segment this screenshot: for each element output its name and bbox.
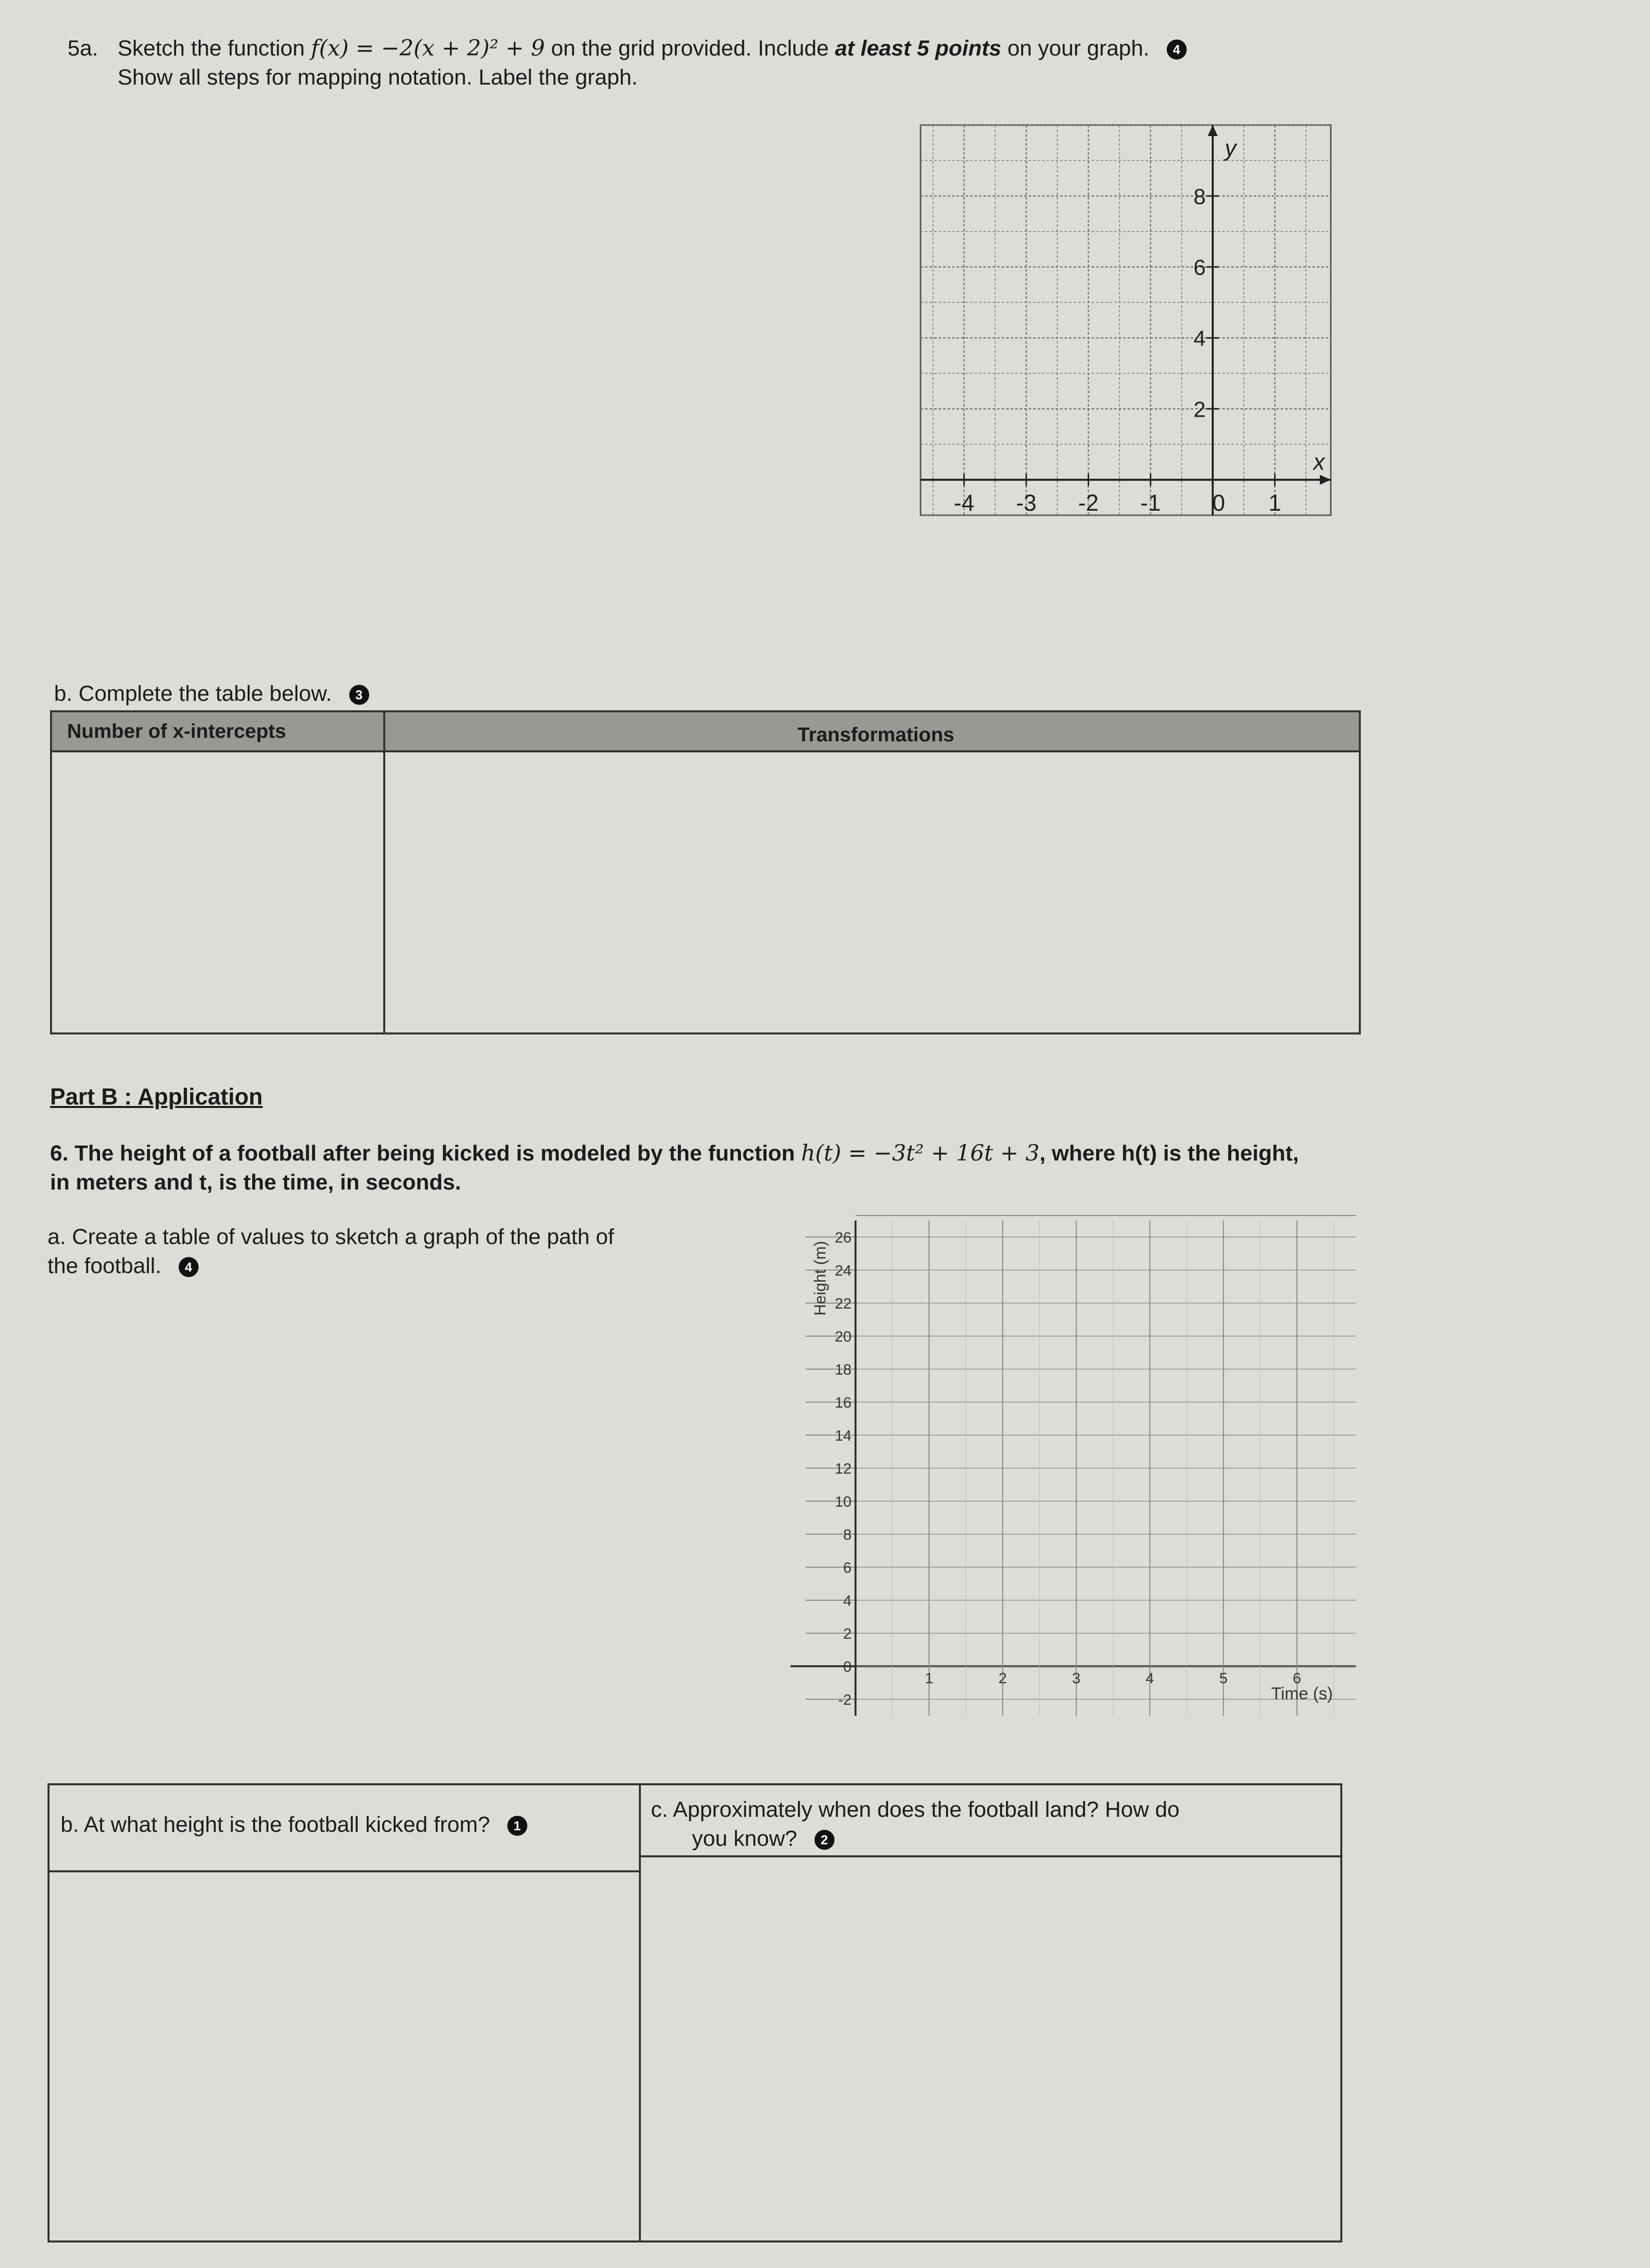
function-expression: h(t) = −3t² + 16t + 3 — [801, 1141, 1040, 1166]
y-tick-label: 6 — [1193, 255, 1206, 280]
y-tick-label: 24 — [835, 1263, 852, 1279]
x-tick-label: 4 — [1145, 1670, 1154, 1687]
y-tick-label: -2 — [838, 1692, 852, 1708]
x-tick-label: -1 — [1140, 490, 1161, 516]
x-tick-label: 1 — [1268, 490, 1281, 516]
y-tick-label: 4 — [1193, 326, 1206, 351]
y-tick-label: 18 — [835, 1362, 852, 1378]
table-divider — [383, 712, 385, 1032]
height-time-grid[interactable] — [780, 1211, 1361, 1721]
x-tick-label: 5 — [1219, 1670, 1228, 1687]
grid-border — [921, 125, 1331, 515]
question-6c — [651, 1795, 1336, 1853]
question-text: b. At what height is the football kicked from? — [61, 1812, 490, 1837]
marks-badge: 4 — [1167, 40, 1187, 60]
question-text: a. Create a table of values to sketch a graph of the path of — [48, 1225, 614, 1249]
part-b-heading: Part B : Application — [50, 1083, 263, 1109]
emphasis-text: at least 5 points — [835, 36, 1002, 61]
question-text: you know? — [692, 1826, 797, 1851]
question-5b — [54, 679, 754, 708]
question-text: on your graph. — [1007, 36, 1150, 61]
question-5a — [68, 34, 1318, 92]
answer-cell-transformations[interactable] — [386, 752, 1359, 1032]
x-axis-arrow — [1320, 475, 1331, 485]
coordinate-grid-5a[interactable] — [916, 120, 1336, 520]
question-text: Complete the table below. — [78, 681, 332, 706]
x-axis-label: Time (s) — [1271, 1684, 1333, 1703]
x-tick-label: -2 — [1078, 490, 1099, 516]
marks-badge: 2 — [814, 1830, 835, 1850]
question-text: Sketch the function — [118, 36, 305, 61]
x-tick-label: 6 — [1293, 1670, 1301, 1687]
x-tick-label: -4 — [954, 490, 975, 516]
y-axis-label: y — [1224, 135, 1236, 161]
marks-badge: 4 — [179, 1257, 199, 1277]
y-tick-label: 12 — [835, 1461, 852, 1477]
question-number: 5a. — [68, 36, 99, 61]
y-tick-label: 10 — [835, 1494, 852, 1510]
table-5b — [50, 710, 1361, 1034]
y-tick-label: 8 — [843, 1527, 852, 1543]
question-6a — [48, 1223, 798, 1281]
answer-area-6c[interactable] — [641, 1857, 1340, 2240]
x-axis-label: x — [1313, 449, 1325, 475]
y-axis-arrow — [1208, 125, 1218, 136]
question-6 — [50, 1139, 1401, 1197]
y-tick-label: 8 — [1193, 184, 1206, 209]
marks-badge: 3 — [349, 685, 369, 705]
y-axis-label: Height (m) — [811, 1241, 829, 1316]
x-tick-label: 3 — [1072, 1670, 1081, 1687]
function-expression: f(x) = −2(x + 2)² + 9 — [311, 36, 545, 61]
y-tick-label: 6 — [843, 1560, 852, 1576]
x-tick-label: 1 — [925, 1670, 934, 1687]
answer-cell-x-intercepts[interactable] — [52, 752, 382, 1032]
answer-area-6b[interactable] — [50, 1872, 638, 2240]
x-tick-label: -3 — [1016, 490, 1037, 516]
question-6b — [61, 1810, 636, 1839]
y-tick-label: 14 — [835, 1428, 852, 1444]
question-instruction: Show all steps for mapping notation. Label the graph. — [118, 65, 638, 90]
question-text: on the grid provided. Include — [551, 36, 829, 61]
y-tick-label: 26 — [835, 1230, 852, 1246]
y-tick-label: 2 — [1193, 397, 1206, 422]
answer-table-6bc — [48, 1783, 1342, 2242]
y-tick-label: 0 — [843, 1659, 852, 1675]
marks-badge: 1 — [507, 1816, 527, 1836]
question-text: c. Approximately when does the football land? How do — [651, 1797, 1180, 1822]
y-tick-label: 22 — [835, 1296, 852, 1312]
question-text: , where h(t) is the height, — [1039, 1141, 1299, 1166]
question-text: the football. — [48, 1254, 162, 1278]
y-tick-label: 16 — [835, 1395, 852, 1411]
header-x-intercepts: Number of x-intercepts — [67, 720, 286, 742]
y-tick-label: 20 — [835, 1329, 852, 1345]
question-text: in meters and t, is the time, in seconds. — [50, 1170, 461, 1195]
y-tick-label: 2 — [843, 1626, 852, 1642]
x-tick-label: 0 — [1212, 490, 1225, 516]
table-header — [52, 712, 1359, 752]
question-number: 6. — [50, 1141, 69, 1166]
y-tick-label: 4 — [843, 1593, 852, 1609]
header-transformations: Transformations — [797, 724, 955, 746]
question-label: b. — [54, 681, 73, 706]
x-tick-label: 2 — [998, 1670, 1007, 1687]
question-text: The height of a football after being kicked is modeled by the function — [74, 1141, 795, 1166]
